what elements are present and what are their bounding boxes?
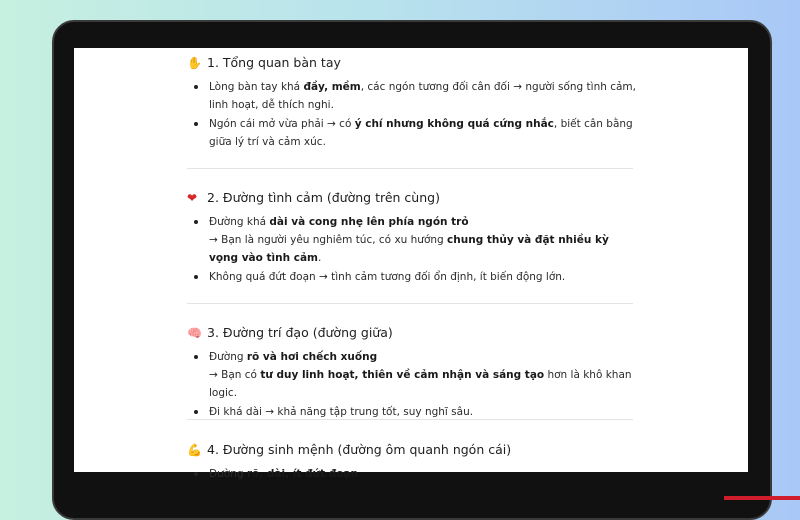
section-heart-line bbox=[187, 189, 637, 287]
text: , biết cân bằng giữa lý trí và cảm xúc. bbox=[209, 118, 633, 148]
section-life-line bbox=[187, 441, 637, 484]
text: Đi khá dài → khả năng tập trung tốt, suy nghĩ sâu. bbox=[209, 406, 474, 418]
text: , các ngón tương đối cân đối → người sống tình cảm, linh hoạt, dễ thích nghi. bbox=[209, 81, 637, 111]
section-head-line bbox=[187, 324, 637, 422]
text: Đường bbox=[209, 351, 247, 363]
flexed-bicep-icon: 💪 bbox=[187, 443, 202, 457]
bold-text: chung thủy và đặt nhiều kỳ vọng vào tình cảm bbox=[209, 234, 609, 264]
list-item bbox=[187, 115, 637, 151]
raised-hand-icon: ✋ bbox=[187, 56, 202, 70]
divider bbox=[187, 303, 633, 304]
bold-text: đầy, mềm bbox=[303, 81, 361, 93]
text: Không quá đứt đoạn → tình cảm tương đối ổn định, ít biến động lớn. bbox=[209, 271, 566, 283]
text: . bbox=[317, 252, 322, 264]
text: → Bạn là người yêu nghiêm túc, có xu hướng bbox=[209, 234, 448, 246]
brain-icon: 🧠 bbox=[187, 326, 202, 340]
bullet-list bbox=[187, 78, 637, 151]
heading-text: 4. Đường sinh mệnh (đường ôm quanh ngón cái) bbox=[207, 442, 512, 457]
bullet-list bbox=[187, 348, 637, 421]
document-screen[interactable] bbox=[74, 48, 748, 480]
section-overview bbox=[187, 54, 637, 152]
bullet-list bbox=[187, 213, 637, 286]
divider bbox=[187, 168, 633, 169]
text: Lòng bàn tay khá bbox=[209, 81, 304, 93]
list-item bbox=[187, 465, 637, 483]
bold-text: rõ, dài, ít đứt đoạn bbox=[246, 468, 358, 480]
bullet-list bbox=[187, 465, 637, 483]
text: Đường khá bbox=[209, 216, 270, 228]
bold-text: dài và cong nhẹ lên phía ngón trỏ bbox=[269, 216, 469, 228]
list-item bbox=[187, 268, 637, 286]
list-item bbox=[187, 213, 637, 267]
text: Đường bbox=[209, 468, 247, 480]
text: → Bạn có bbox=[209, 369, 261, 381]
list-item bbox=[187, 78, 637, 114]
heading-text: 1. Tổng quan bàn tay bbox=[207, 55, 341, 70]
divider bbox=[187, 419, 633, 420]
text: Ngón cái mở vừa phải → có bbox=[209, 118, 355, 130]
bold-text: rõ và hơi chếch xuống bbox=[246, 351, 378, 363]
list-item bbox=[187, 348, 637, 402]
heading-text: 2. Đường tình cảm (đường trên cùng) bbox=[207, 190, 440, 205]
bold-text: tư duy linh hoạt, thiên về cảm nhận và sáng tạo bbox=[260, 369, 545, 381]
red-strip bbox=[724, 496, 800, 500]
section-heading bbox=[187, 324, 637, 342]
bold-text: ý chí nhưng không quá cứng nhắc bbox=[354, 118, 554, 130]
heart-icon: ❤ bbox=[187, 191, 198, 205]
section-heading bbox=[187, 54, 637, 72]
text: hơn là khô khan logic. bbox=[209, 369, 632, 399]
heading-text: 3. Đường trí đạo (đường giữa) bbox=[207, 325, 393, 340]
section-heading bbox=[187, 189, 637, 207]
section-heading bbox=[187, 441, 637, 459]
